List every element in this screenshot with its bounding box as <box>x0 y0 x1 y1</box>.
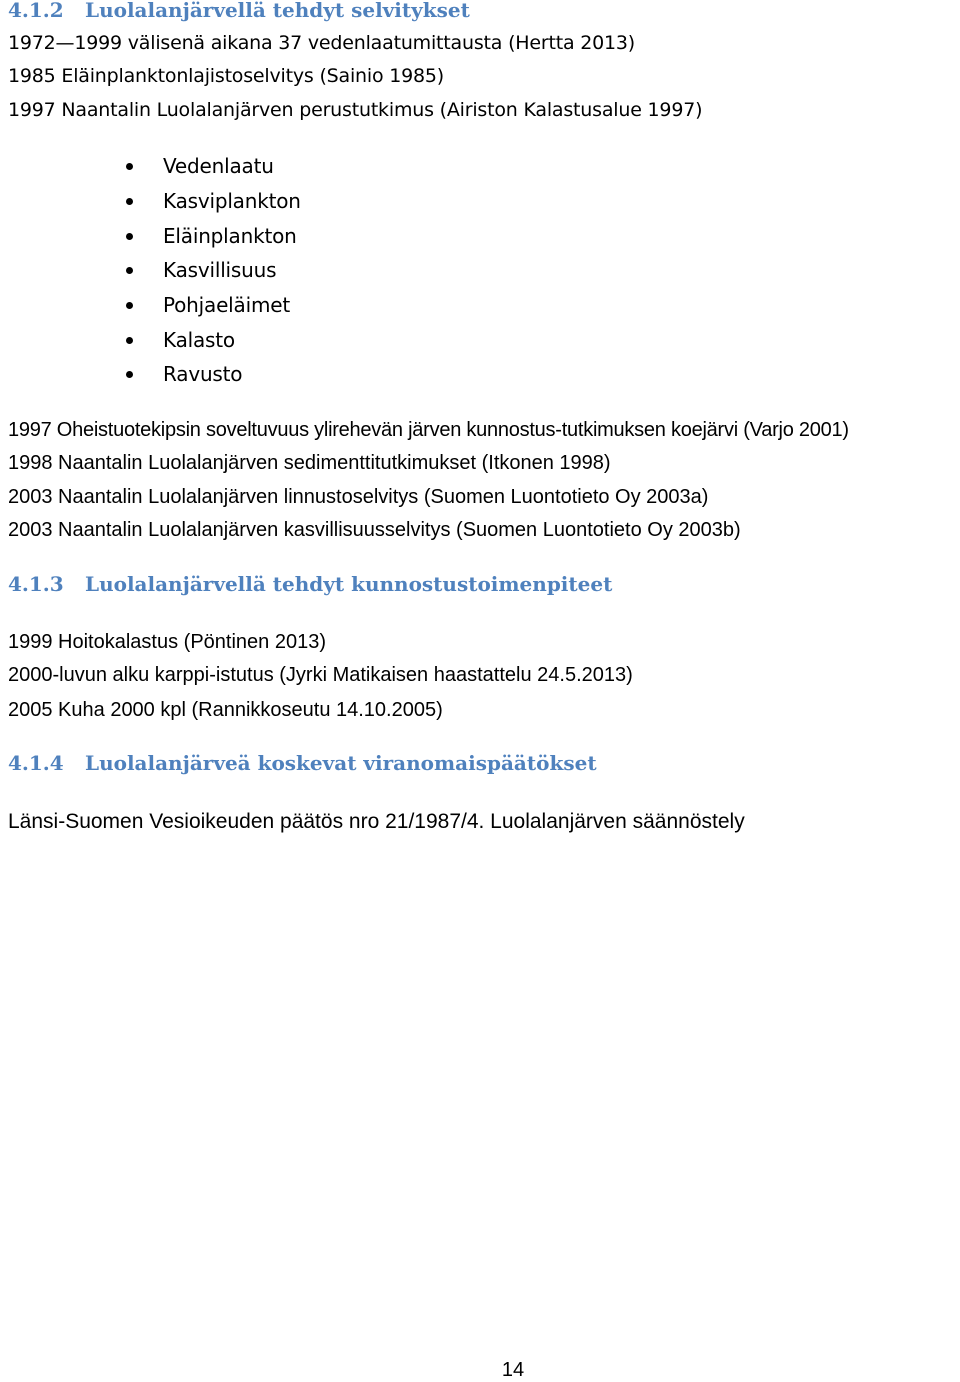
section-number: 4.1.3 <box>8 572 64 596</box>
section-heading-4-1-2 <box>8 0 470 22</box>
bullet-icon <box>126 163 133 170</box>
bullet-icon <box>126 371 133 378</box>
paragraph-line: Länsi-Suomen Vesioikeuden päätös nro 21/1987/4. Luolalanjärven säännöstely <box>8 810 745 833</box>
page-number: 14 <box>501 1359 525 1381</box>
section-title: Luolalanjärveä koskevat viranomaispäätökset <box>85 751 597 775</box>
section-title: Luolalanjärvellä tehdyt kunnostustoimenpiteet <box>85 572 613 596</box>
section-number: 4.1.2 <box>8 0 64 22</box>
list-item-label: Kasviplankton <box>163 189 301 213</box>
paragraph-line: 2000-luvun alku karppi-istutus (Jyrki Matikaisen haastattelu 24.5.2013) <box>8 664 633 686</box>
paragraph-line: 1997 Oheistuotekipsin soveltuvuus ylirehevän järven kunnostus-tutkimuksen koejärvi (Varjo 2001) <box>8 419 849 441</box>
list-item-label: Eläinplankton <box>163 224 297 248</box>
bullet-icon <box>126 337 133 344</box>
section-title: Luolalanjärvellä tehdyt selvitykset <box>85 0 470 22</box>
paragraph-line: 1972—1999 välisenä aikana 37 vedenlaatumittausta (Hertta 2013) <box>8 32 636 54</box>
bullet-icon <box>126 233 133 240</box>
paragraph-line: 1985 Eläinplanktonlajistoselvitys (Sainio 1985) <box>8 65 445 87</box>
paragraph-line: 1997 Naantalin Luolalanjärven perustutkimus (Airiston Kalastusalue 1997) <box>8 99 703 121</box>
list-item-label: Pohjaeläimet <box>163 293 290 317</box>
paragraph-line: 2003 Naantalin Luolalanjärven linnustoselvitys (Suomen Luontotieto Oy 2003a) <box>8 486 709 508</box>
paragraph-line: 1999 Hoitokalastus (Pöntinen 2013) <box>8 631 326 653</box>
bullet-icon <box>126 267 133 274</box>
list-item-label: Ravusto <box>163 362 243 386</box>
paragraph-line: 2005 Kuha 2000 kpl (Rannikkoseutu 14.10.2005) <box>8 699 443 721</box>
section-number: 4.1.4 <box>8 751 64 775</box>
section-heading-4-1-3 <box>8 572 612 596</box>
bullet-icon <box>126 302 133 309</box>
list-item-label: Kalasto <box>163 328 235 352</box>
section-heading-4-1-4 <box>8 751 597 775</box>
list-item-label: Kasvillisuus <box>163 258 277 282</box>
paragraph-line: 2003 Naantalin Luolalanjärven kasvillisuusselvitys (Suomen Luontotieto Oy 2003b) <box>8 519 741 541</box>
paragraph-line: 1998 Naantalin Luolalanjärven sedimenttitutkimukset (Itkonen 1998) <box>8 452 611 474</box>
bullet-icon <box>126 198 133 205</box>
list-item-label: Vedenlaatu <box>163 154 274 178</box>
